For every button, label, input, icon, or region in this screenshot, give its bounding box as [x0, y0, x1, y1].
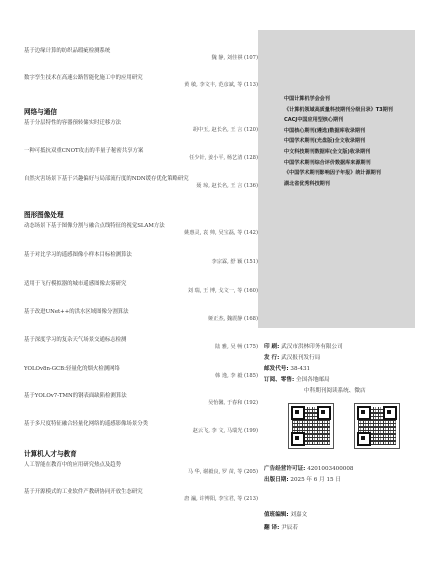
toc-entry[interactable]: [24, 120, 260, 134]
toc-entry-title: 基于多尺度特征融合轻量化网络的遥感影像场景分类: [24, 421, 148, 427]
toc-entry-title: 适用于飞行模拟器的城市遥感图像去雾研究: [24, 281, 127, 287]
toc-entry-authors: 唐 瀛, 许博阳, 李宝君, 等 (213): [184, 496, 258, 502]
toc-entry[interactable]: [24, 176, 260, 190]
toc-entry-authors: 韩 逸, 李 毅 (185): [215, 373, 258, 379]
post-code-row: [264, 364, 310, 372]
editor-row: [264, 510, 307, 518]
ad-license-row: [264, 464, 353, 472]
toc-entry[interactable]: [24, 48, 260, 62]
translator-row: [264, 523, 298, 531]
section-divider: [24, 458, 258, 459]
database-item: 中国学术期刊(光盘版)全文收录期刊: [284, 138, 366, 145]
divider: [264, 491, 414, 492]
print-label: 印 刷:: [264, 344, 280, 350]
toc-entry-authors: 娅正杰, 魏震静 (168): [207, 316, 258, 322]
database-item: 《计算机领域高质量科技期刊分级目录》T3期刊: [284, 106, 393, 113]
toc-entry-title: 基于开源模式的工业软件产教研协同开放生态研究: [24, 489, 143, 495]
toc-entry-title: 基于YOLOv7-TMN的钢表面缺陷检测算法: [24, 393, 127, 399]
toc-entry[interactable]: [24, 421, 260, 435]
database-item: 中国核心期刊(遴选)数据库收录期刊: [284, 127, 366, 134]
toc-entry-title: 基于分层特性的容器预转储实时迁移方法: [24, 120, 122, 126]
toc-entry-title: 基于深度学习的复杂天气场景交通标志检测: [24, 337, 127, 343]
date-value: 2025 年 6 月 15 日: [290, 477, 341, 483]
toc-entry-title: 动态场景下基于图像分割与融合点线特征的视觉SLAM方法: [24, 223, 165, 229]
database-item: 中文科技期刊数据库(全文版)收录期刊: [284, 148, 371, 155]
toc-entry-title: 基于改进UNet++的洪水区域图像分割算法: [24, 309, 129, 315]
ad-license-label: 广告经营许可证:: [264, 466, 306, 472]
toc-entry-title: 自然灾害场景下基于兴趣偏好与局部流行度的NDN缓存优化策略研究: [24, 176, 189, 182]
toc-entry[interactable]: [24, 281, 260, 295]
editor-value: 刘嘉文: [290, 512, 308, 518]
toc-entry-authors: 任少针, 姜小平, 杨艺清 (128): [189, 155, 258, 161]
database-item: 湖北省优秀科技期刊: [284, 180, 330, 187]
post-code-label: 邮发代号:: [264, 366, 289, 372]
indexing-database-list: [284, 94, 419, 189]
section-divider: [24, 219, 258, 220]
section-heading-talent: 计算机人才与教育: [24, 450, 77, 458]
toc-entry-authors: 赵云飞, 李 文, 马瑞光 (199): [192, 428, 258, 434]
print-value: 武汉市洪林印务有限公司: [281, 344, 343, 350]
translator-label: 翻 译:: [264, 525, 280, 531]
order-row-2: [304, 386, 366, 394]
qr-code-icon[interactable]: [288, 403, 334, 449]
toc-entry[interactable]: [24, 462, 260, 476]
order-label: 订阅、零售:: [264, 377, 295, 383]
toc-entry[interactable]: [24, 393, 260, 407]
date-label: 出版日期:: [264, 477, 289, 483]
toc-entry-title: 数字孪生技术在高速公路智能化施工中的应用研究: [24, 75, 143, 81]
database-item: 中国学术期刊综合评价数据库来源期刊: [284, 159, 371, 166]
database-item: CACJ中国应用型核心期刊: [284, 117, 344, 124]
toc-entry-authors: 马 华, 谢毅良, 罗 苗, 等 (205): [187, 469, 258, 475]
toc-entry-authors: 陆 雅, 吴 畅 (175): [215, 344, 258, 350]
toc-entry[interactable]: [24, 75, 260, 89]
qr-code-icon[interactable]: [354, 403, 400, 449]
database-item: 中国计算机学会会刊: [284, 96, 330, 102]
database-item: 《中国学术期刊影响因子年报》统计源期刊: [284, 170, 381, 177]
toc-entry-authors: 聂 琼, 赵长名, 王 言 (136): [196, 183, 258, 189]
toc-entry[interactable]: [24, 337, 260, 351]
toc-entry[interactable]: [24, 223, 260, 237]
toc-entry-title: 基于对比学习的遥感图像小样本目标检测算法: [24, 252, 132, 258]
toc-entry[interactable]: [24, 309, 260, 323]
ad-license-value: 4201003400008: [307, 466, 354, 472]
toc-entry-title: 基于边缘计算的纺织品瑕疵检测系统: [24, 48, 111, 54]
toc-entry[interactable]: [24, 366, 260, 380]
toc-entry-title: 一种可抵抗双重CNOT攻击的半量子秘密共享方案: [24, 148, 144, 154]
toc-entry-authors: 姚惠灵, 袁 帅, 吴宝磊, 等 (142): [184, 230, 258, 236]
date-row: [264, 475, 341, 483]
order-value-2: 中科期刊阅读系统、微店: [304, 388, 366, 394]
section-heading-network: 网络与通信: [24, 108, 57, 116]
toc-entry-title: YOLOv8n-GCB:轻量化的烟火检测网络: [24, 366, 120, 372]
toc-entry[interactable]: [24, 252, 260, 266]
toc-entry[interactable]: [24, 489, 260, 503]
order-row: [264, 375, 330, 383]
toc-entry-authors: 吴怡馨, 于春和 (192): [207, 400, 258, 406]
post-code-value: 38-431: [290, 366, 311, 372]
issue-row: [264, 353, 320, 361]
toc-entry-authors: 胡中玉, 赵长名, 王 言 (120): [192, 127, 258, 133]
issue-value: 武汉报刊发行局: [281, 355, 321, 361]
toc-entry-authors: 刘 瑞, 王 博, 戈文一, 等 (160): [187, 288, 258, 294]
section-heading-graphics: 图形图像处理: [24, 211, 64, 219]
toc-entry-authors: 李宗霖, 舒 颖 (151): [211, 259, 258, 265]
print-row: [264, 342, 343, 350]
toc-entry[interactable]: [24, 148, 260, 162]
toc-entry-authors: 魏 静, 刘佳祺 (107): [211, 55, 258, 61]
section-divider: [24, 116, 258, 117]
issue-label: 发 行:: [264, 355, 280, 361]
toc-entry-title: 人工智能在教育中的应用研究热点及趋势: [24, 462, 122, 468]
toc-entry-authors: 黄 敏, 李文丰, 范彦斌, 等 (113): [184, 82, 258, 88]
translator-value: 尹辰若: [281, 525, 298, 531]
editor-label: 值班编辑:: [264, 512, 289, 518]
order-value: 全国各地邮局: [296, 377, 330, 383]
